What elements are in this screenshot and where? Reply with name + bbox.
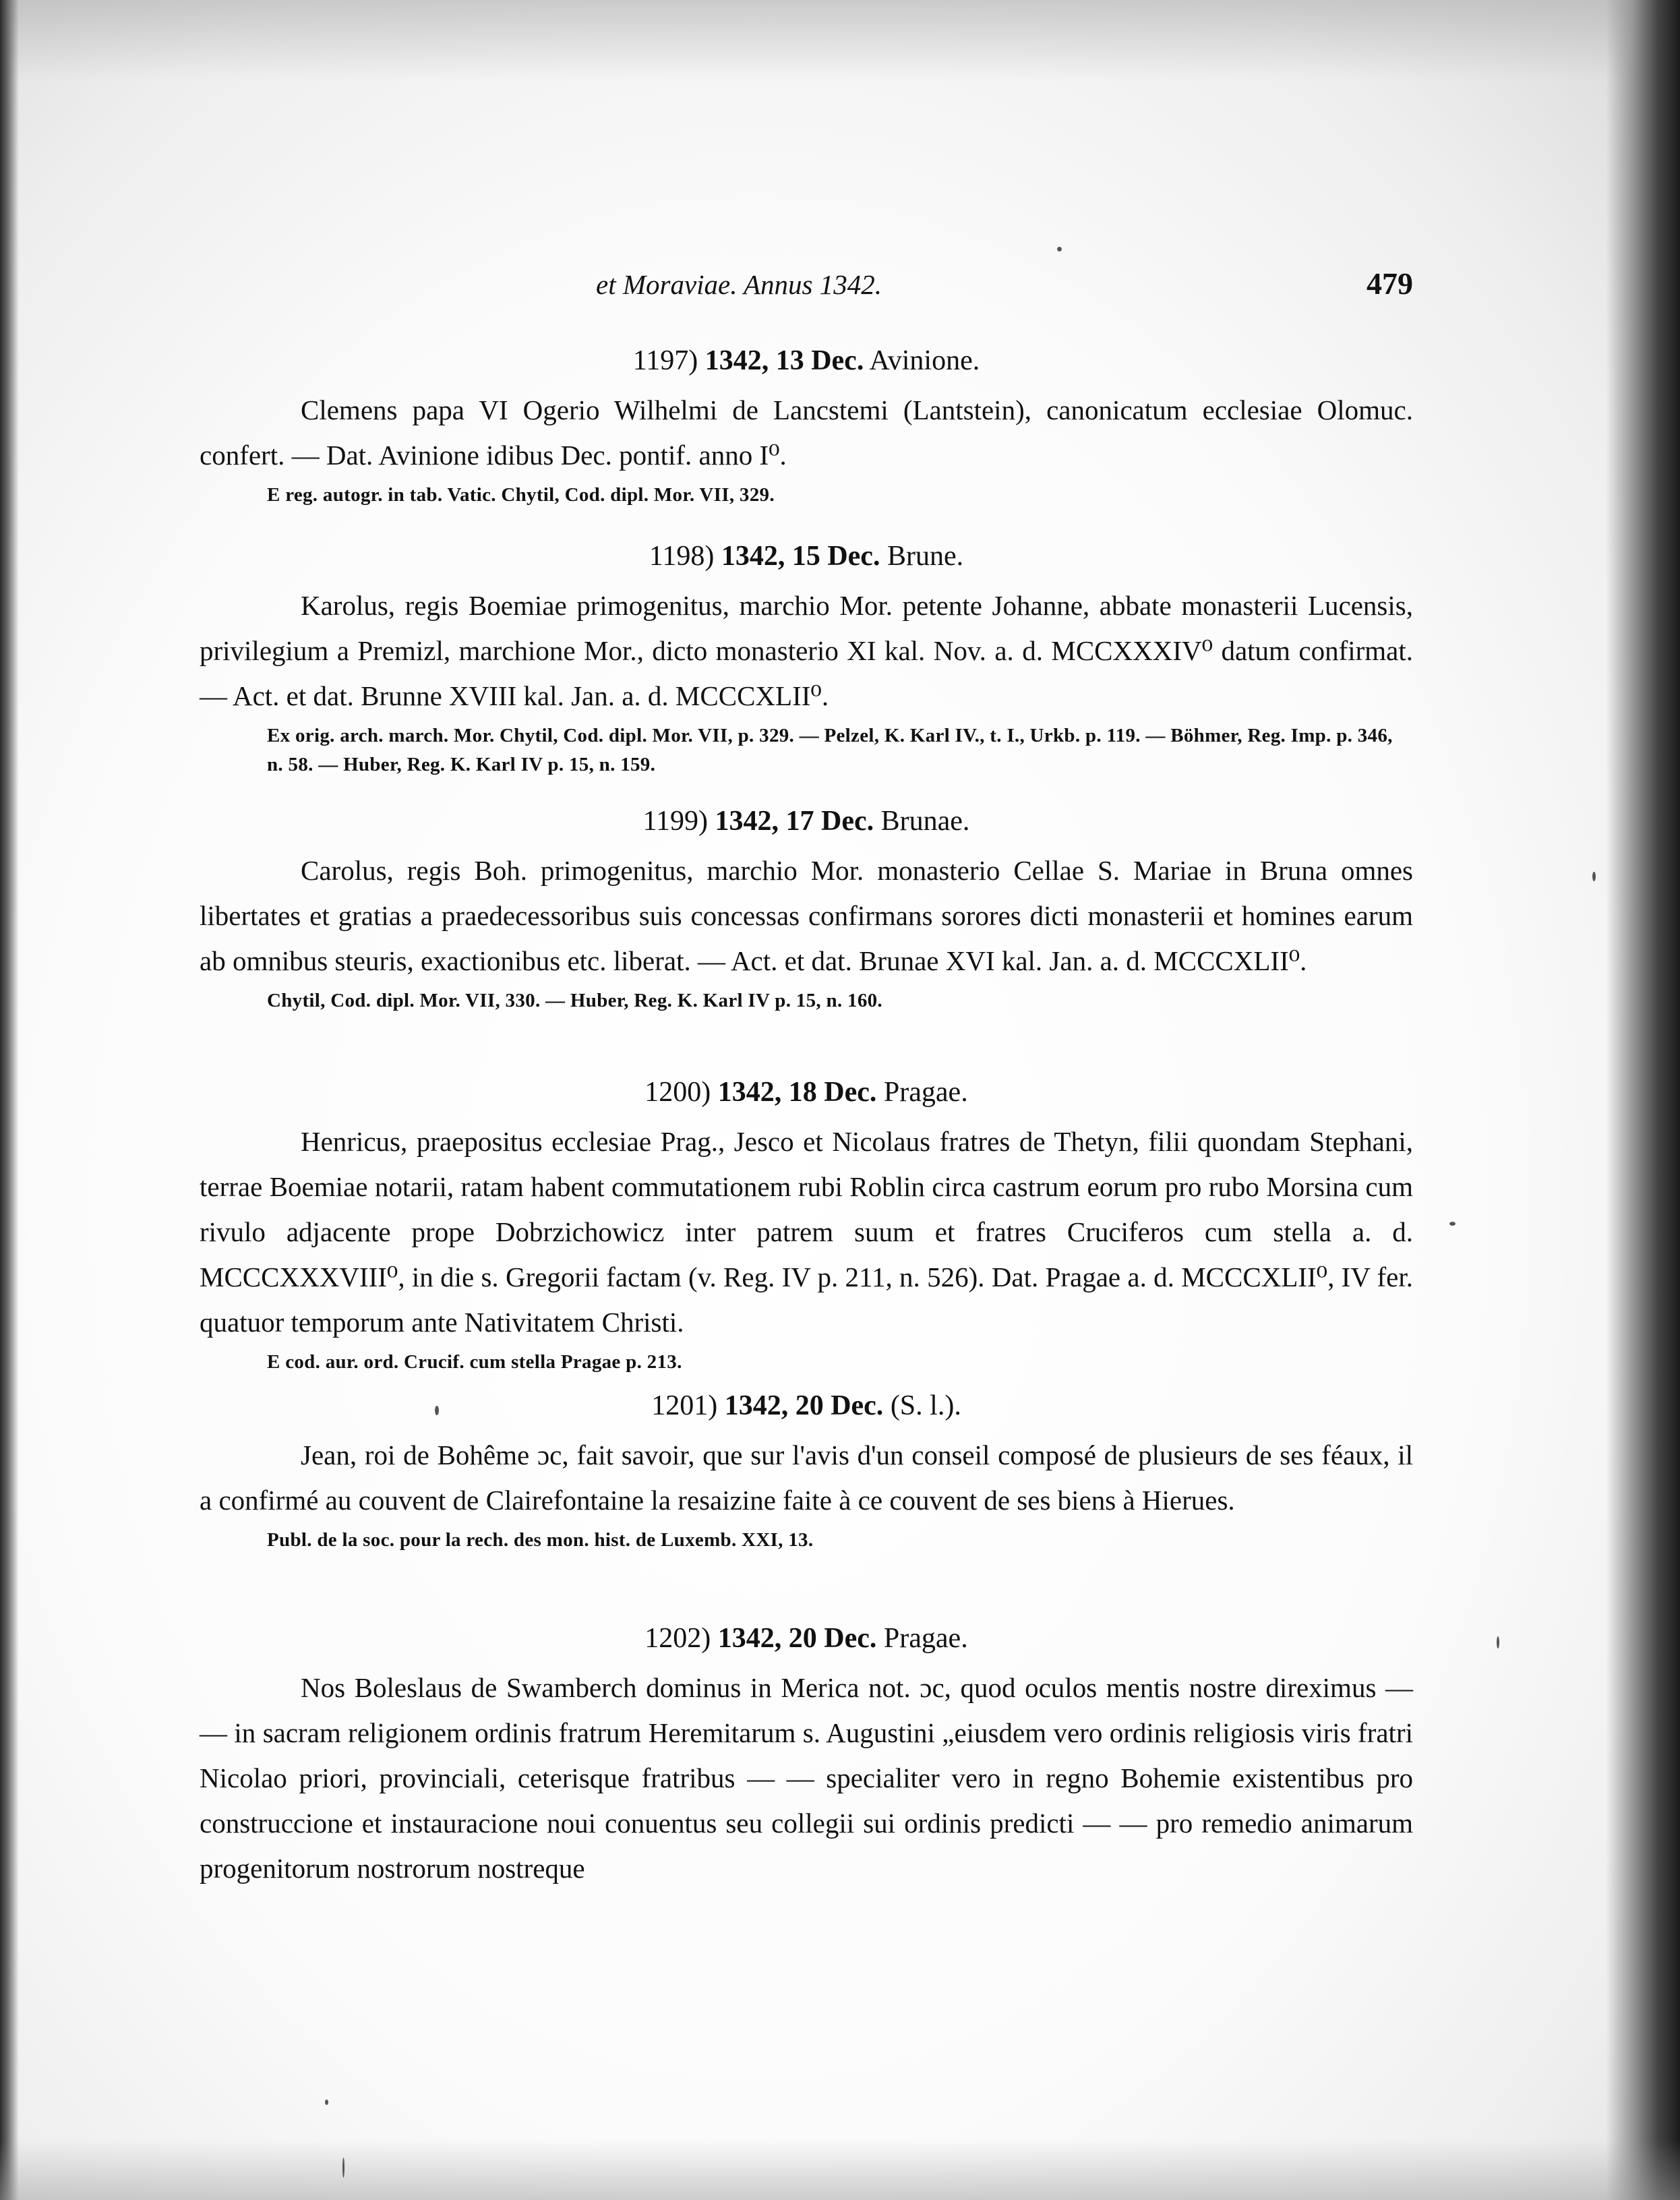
page-edge-left xyxy=(0,0,19,2200)
entry-heading xyxy=(200,536,1413,576)
entry-heading xyxy=(200,340,1413,381)
entry-number: 1201) xyxy=(651,1390,718,1421)
entry-place: Brune. xyxy=(887,541,964,572)
entry-text: Jean, roi de Bohême ɔc, fait savoir, que sur l'avis d'un conseil composé de plusieurs de ses féaux, il a confirmé au couvent de Clairefontaine la resaizine faite à ce couvent de ses biens à Hierues. xyxy=(200,1439,1413,1516)
entry-place: Pragae. xyxy=(883,1623,968,1654)
entry-text: Carolus, regis Boh. primogenitus, marchio Mor. monasterio Cellae S. Mariae in Bruna omnes libertates et gratias a praedecessoribus suis concessas confirmans sorores dicti monasterii et homines earum ab omnibus steuris, exactionibus etc. liberat. — Act. et dat. Brunae XVI kal. Jan. a. d. MCCCXLII⁰. xyxy=(200,855,1413,976)
entry-heading xyxy=(200,1386,1413,1426)
entry-source: Publ. de la soc. pour la rech. des mon. hist. de Luxemb. XXI, 13. xyxy=(267,1529,814,1551)
entry-1199 xyxy=(200,801,1413,1015)
entry-text: Clemens papa VI Ogerio Wilhelmi de Lancstemi (Lantstein), canonicatum ecclesiae Olomuc. confert. — Dat. Avinione idibus Dec. pontif. anno I⁰. xyxy=(200,394,1413,471)
scan-speck xyxy=(1449,1222,1456,1226)
entry-date: 1342, 20 Dec. xyxy=(724,1390,884,1421)
scan-speck xyxy=(1592,872,1596,881)
entry-source: E cod. aur. ord. Crucif. cum stella Pragae p. 213. xyxy=(267,1351,682,1373)
entry-place: Avinione. xyxy=(869,345,980,376)
entry-1197 xyxy=(200,340,1413,510)
entry-number: 1202) xyxy=(644,1623,711,1654)
scan-speck xyxy=(435,1406,439,1415)
entry-number: 1199) xyxy=(642,806,708,837)
scan-speck xyxy=(342,2158,344,2178)
entry-1200 xyxy=(200,1072,1413,1377)
entry-1202 xyxy=(200,1618,1413,1891)
page-shadow-bottom xyxy=(0,2139,1680,2200)
entry-date: 1342, 18 Dec. xyxy=(717,1077,877,1108)
running-head xyxy=(200,268,1413,309)
entry-date: 1342, 17 Dec. xyxy=(715,806,874,837)
entry-place: Pragae. xyxy=(883,1077,968,1108)
entry-date: 1342, 13 Dec. xyxy=(704,345,864,376)
entry-place: Brunae. xyxy=(880,806,970,837)
page-edge-right xyxy=(1606,0,1680,2200)
entry-source: E reg. autogr. in tab. Vatic. Chytil, Cod. dipl. Mor. VII, 329. xyxy=(267,484,775,506)
entry-text: Henricus, praepositus ecclesiae Prag., Jesco et Nicolaus fratres de Thetyn, filii quondam Stephani, terrae Boemiae notarii, ratam habent commutationem rubi Roblin circa castrum eorum pro rubo Morsina cum rivulo adjacente prope Dobrzichowicz inter patrem suum et fratres Cruciferos cum stella a. d. MCCCXXXVIII⁰, in die s. Gregorii factam (v. Reg. IV p. 211, n. 526). Dat. Pragae a. d. MCCCXLII⁰, IV fer. quatuor temporum ante Nativitatem Christi. xyxy=(200,1126,1413,1338)
entry-heading xyxy=(200,801,1413,841)
entry-number: 1198) xyxy=(649,541,715,572)
entry-place: (S. l.). xyxy=(890,1390,961,1421)
page-shadow-top xyxy=(0,0,1680,81)
entry-heading xyxy=(200,1618,1413,1659)
entry-1198 xyxy=(200,536,1413,779)
entry-date: 1342, 15 Dec. xyxy=(721,541,880,572)
entry-number: 1197) xyxy=(632,345,698,376)
entry-text: Nos Boleslaus de Swamberch dominus in Merica not. ɔc, quod oculos mentis nostre direximus — — in sacram religionem ordinis fratrum Heremitarum s. Augustini „eiusdem vero ordinis religiosis viris fratri Nicolao priori, provinciali, ceterisque fratribus — — specialiter vero in regno Bohemie existentibus pro construccione et instauracione noui conuentus seu collegii sui ordinis predicti — — pro remedio animarum progenitorum nostrorum nostreque xyxy=(200,1672,1413,1884)
entry-text: Karolus, regis Boemiae primogenitus, marchio Mor. petente Johanne, abbate monasterii Lucensis, privilegium a Premizl, marchione Mor., dicto monasterio XI kal. Nov. a. d. MCCXXXIV⁰ datum confirmat. — Act. et dat. Brunne XVIII kal. Jan. a. d. MCCCXLII⁰. xyxy=(200,590,1413,711)
entry-date: 1342, 20 Dec. xyxy=(717,1623,877,1654)
entry-number: 1200) xyxy=(644,1077,711,1108)
entry-source: Chytil, Cod. dipl. Mor. VII, 330. — Huber, Reg. K. Karl IV p. 15, n. 160. xyxy=(267,990,882,1011)
scan-speck xyxy=(1497,1636,1499,1648)
entry-source: Ex orig. arch. march. Mor. Chytil, Cod. dipl. Mor. VII, p. 329. — Pelzel, K. Karl IV., t. I., Urkb. p. 119. — Böhmer, Reg. Imp. p. 346, n. 58. — Huber, Reg. K. Karl IV p. 15, n. 159. xyxy=(267,725,1393,775)
page-number: 479 xyxy=(1367,266,1413,301)
scan-speck xyxy=(325,2100,328,2105)
running-title: et Moraviae. Annus 1342. xyxy=(596,269,882,300)
scan-speck xyxy=(1057,247,1062,251)
entry-1201 xyxy=(200,1386,1413,1555)
entry-heading xyxy=(200,1072,1413,1112)
